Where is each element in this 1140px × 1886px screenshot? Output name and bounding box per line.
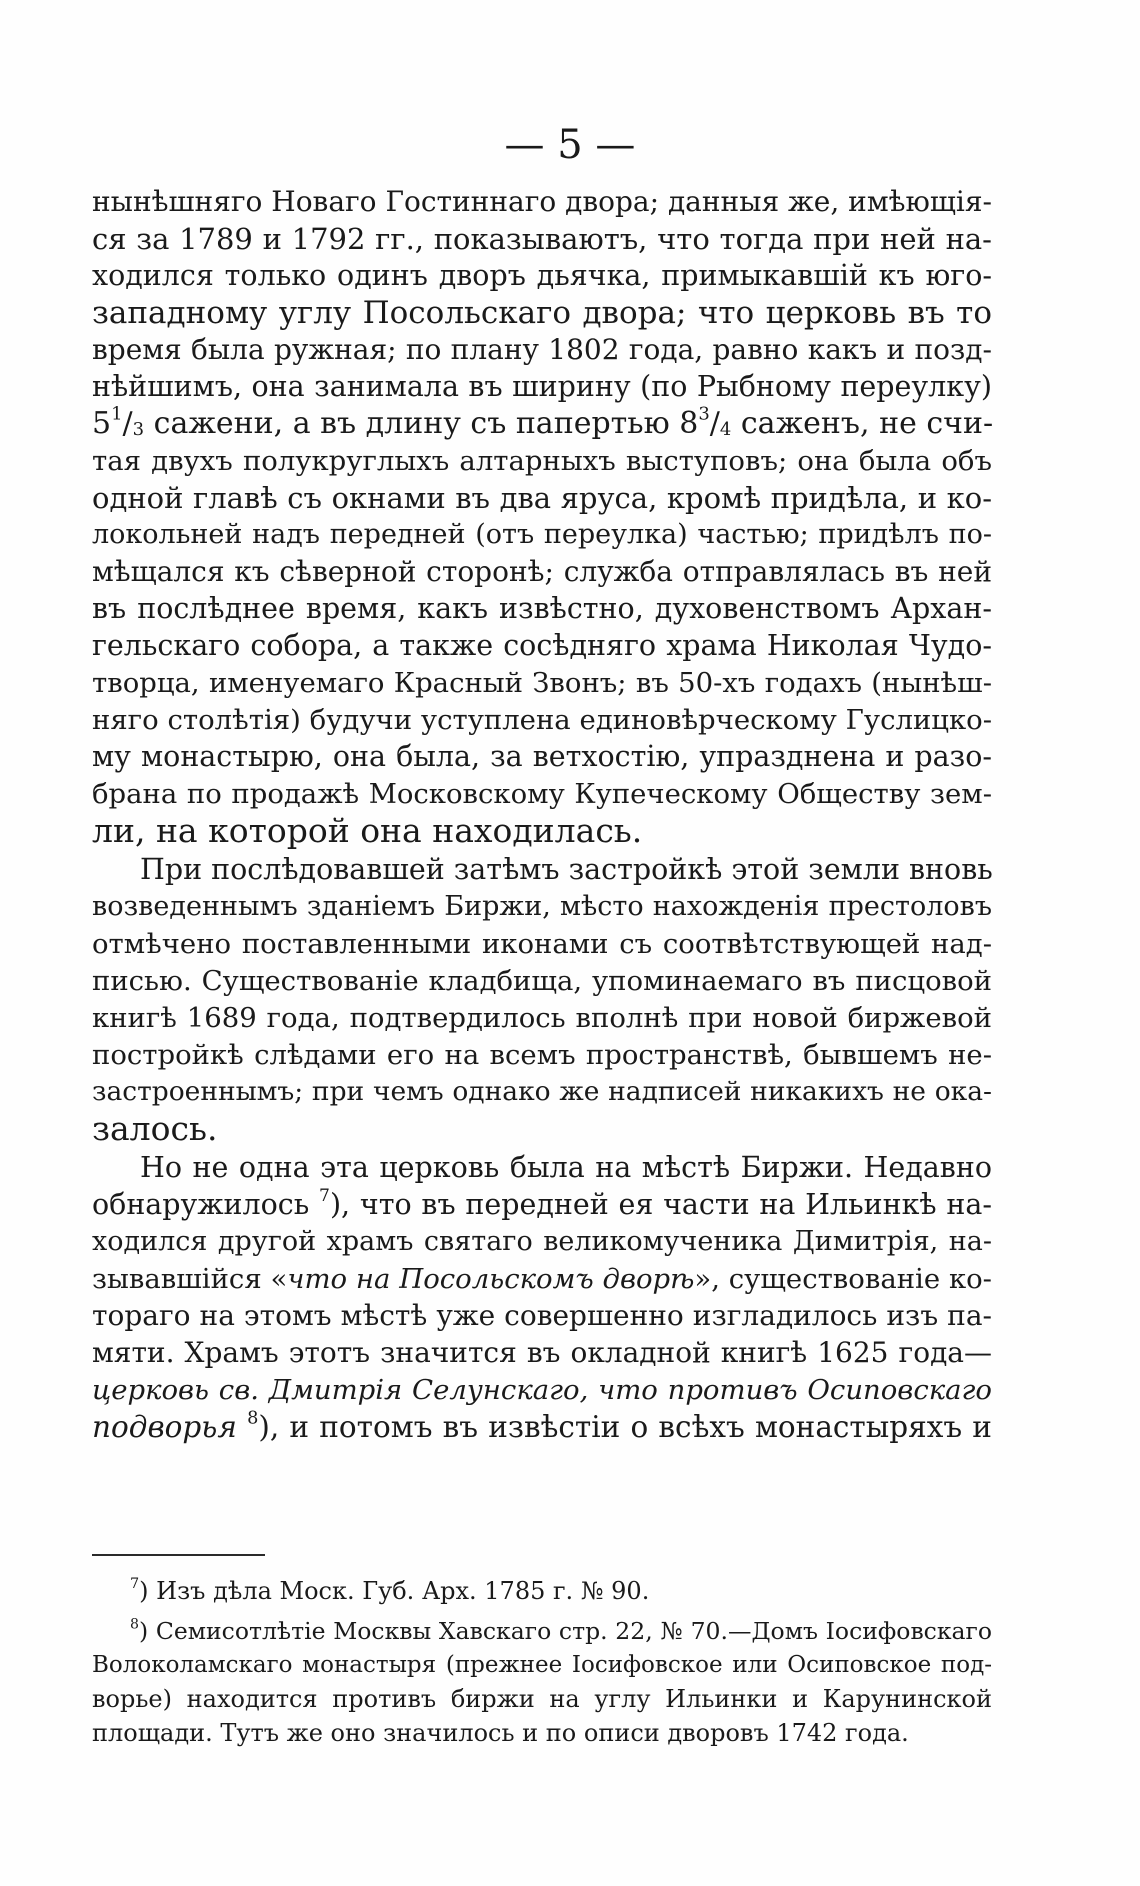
text-line: въ послѣднее время, какъ извѣстно, духовенствомъ Архан- — [92, 592, 992, 625]
text-line: творца, именуемаго Красный Звонъ; въ 50-хъ годахъ (нынѣш- — [92, 667, 992, 699]
fraction-denominator: 3 — [132, 418, 145, 440]
fraction-numerator: 3 — [698, 403, 710, 425]
text-line: возведеннымъ зданіемъ Биржи, мѣсто нахожденія престоловъ — [92, 891, 992, 922]
italic-line: церковь св. Дмитрія Селунскаго, что противъ Осиповскаго — [92, 1374, 992, 1406]
text-line: одной главѣ съ окнами въ два яруса, кромѣ придѣла, и ко- — [92, 481, 992, 515]
footnote-mark: 7 — [130, 1576, 140, 1593]
paragraph-last-line: ли, на которой она находилась. — [92, 811, 643, 850]
text-line: писью. Существованіе кладбища, упоминаемаго въ писцовой — [92, 965, 992, 997]
text-line: постройкѣ слѣдами его на всемъ пространствѣ, бывшемъ не- — [92, 1039, 992, 1071]
footnote-mark: 8 — [130, 1616, 139, 1633]
text-line: ходился другой храмъ святаго великомученика Димитрія, на- — [92, 1226, 992, 1257]
text-line: нѣйшимъ, она занимала въ ширину (по Рыбному переулку) — [92, 370, 992, 403]
text-line: ся за 1789 и 1792 гг., показываютъ, что тогда при ней на- — [92, 222, 992, 256]
footnote-ref-7: 7 — [319, 1186, 330, 1207]
text-line: локольней надъ передней (отъ переулка) частью; придѣлъ по- — [92, 519, 992, 550]
text-line: няго столѣтія) будучи уступлена единовѣрческому Гуслицко- — [92, 704, 992, 736]
fraction-numerator: 1 — [111, 403, 123, 425]
text-line-with-note: подворья $^8$), и потомъ въ извѣстіи о всѣхъ монастыряхъ и — [92, 1408, 992, 1444]
text-line: мяти. Храмъ этотъ значится въ окладной книгѣ 1625 года— — [92, 1336, 992, 1369]
text-line: гельскаго собора, а также сосѣдняго храма Николая Чудо- — [92, 629, 992, 662]
text-line: брана по продажѣ Московскому Купеческому Обществу зем- — [92, 778, 992, 810]
italic-quote: что на Посольскомъ дворѣ — [287, 1263, 695, 1295]
footnote-ref-8: 8 — [247, 1408, 259, 1429]
text-line: мѣщался къ сѣверной сторонѣ; служба отправлялась въ ней — [92, 555, 992, 588]
footnote-line: площади. Тутъ же оно значилось и по описи дворовъ 1742 года. — [92, 1719, 909, 1747]
footnote-8: $^8$) Семисотлѣтіе Москвы Хавскаго стр. 22, № 70.—Домъ Іосифовскаго — [130, 1616, 992, 1645]
fraction-denominator: 4 — [719, 418, 732, 440]
text-line-with-italic: зывавшійся «что на Посольскомъ дворѣ», существованіе ко- — [92, 1263, 992, 1295]
paragraph-first-line: При послѣдовавшей затѣмъ застройкѣ этой земли вновь — [140, 853, 993, 886]
text-line: время была ружная; по плану 1802 года, равно какъ и позд- — [92, 333, 992, 366]
footnote-line: Волоколамскаго монастыря (прежнее Іосифовское или Осиповское под- — [92, 1652, 992, 1678]
text-line: ходился только одинъ дворъ дьячка, примыкавшій къ юго- — [92, 259, 992, 292]
text-line: западному углу Посольскаго двора; что церковь въ то — [92, 295, 992, 331]
text-line: книгѣ 1689 года, подтвердилось вполнѣ при новой биржевой — [92, 1002, 992, 1034]
footnote-line: ворье) находится противъ биржи на углу Ильинки и Карунинской — [92, 1685, 992, 1713]
text-line-with-note: обнаружилось $^7$), что въ передней ея части на Ильинкѣ на- — [92, 1186, 992, 1221]
footnote-divider — [92, 1554, 265, 1556]
footnote-7: $^7$) Изъ дѣла Моск. Губ. Арх. 1785 г. № 90. — [130, 1576, 650, 1605]
text-line: тораго на этомъ мѣстѣ уже совершенно изгладилось изъ па- — [92, 1299, 992, 1332]
text-line: нынѣшняго Новаго Гостиннаго двора; данныя же, имѣющія- — [92, 185, 992, 218]
text-line: застроеннымъ; при чемъ однако же надписей никакихъ не ока- — [92, 1076, 992, 1107]
page-number: — 5 — — [504, 122, 636, 168]
text-line-with-fractions: $5^1/_3$ сажени, а въ длину съ папертью $8^3/_4$ саженъ, не счи- — [92, 403, 994, 441]
text-line: отмѣчено поставленными иконами съ соотвѣтствующей над- — [92, 928, 992, 960]
paragraph-last-line: залось. — [92, 1109, 218, 1148]
paragraph-first-line: Но не одна эта церковь была на мѣстѣ Биржи. Недавно — [140, 1151, 992, 1184]
text-line: му монастырю, она была, за ветхостію, упразднена и разо- — [92, 740, 992, 773]
text-line: тая двухъ полукруглыхъ алтарныхъ выступовъ; она была объ — [92, 445, 992, 477]
